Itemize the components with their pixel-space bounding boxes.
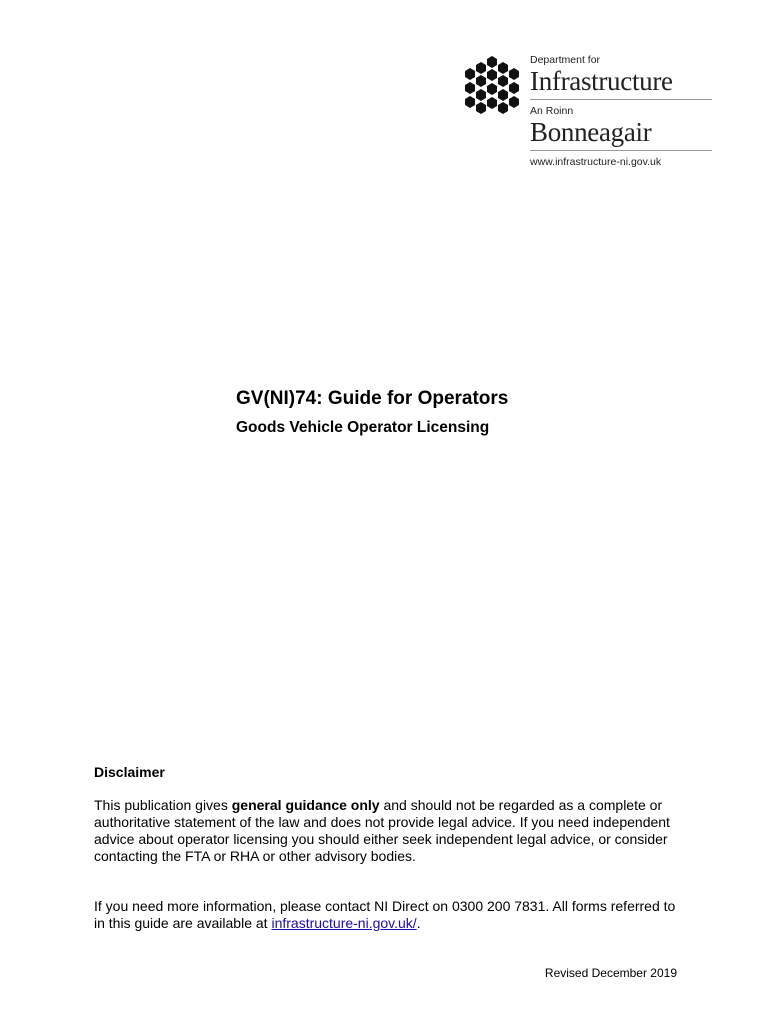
logo-divider [530, 99, 712, 100]
logo-infrastructure: Infrastructure [530, 66, 673, 96]
logo-bonneagair: Bonneagair [530, 117, 652, 147]
revised-date: Revised December 2019 [544, 966, 677, 980]
logo-department-for: Department for [530, 54, 601, 66]
logo-url: www.infrastructure-ni.gov.uk [530, 156, 662, 168]
department-logo [464, 54, 714, 178]
logo-an-roinn: An Roinn [530, 105, 574, 117]
disclaimer-paragraph-1 [94, 797, 679, 865]
p1-text-start: This publication gives [94, 797, 232, 813]
p2-text-end: . [416, 915, 421, 931]
document-title: GV(NI)74: Guide for Operators [236, 388, 509, 409]
logo-text [530, 54, 714, 168]
disclaimer-heading: Disclaimer [94, 764, 165, 780]
p1-bold-text: general guidance only [231, 797, 380, 813]
document-subtitle: Goods Vehicle Operator Licensing [236, 419, 490, 436]
hexagon-cluster-icon [464, 54, 520, 114]
logo-divider-2 [530, 150, 712, 151]
disclaimer-paragraph-2 [94, 898, 679, 932]
infrastructure-link[interactable]: infrastructure-ni.gov.uk/ [271, 915, 417, 931]
p1-text-end: and should not be regarded as a complete or authoritative statement of the law and does not provide legal advice. If you need independent advice about operator licensing you should either seek independent legal advice, or consider contacting the FTA or RHA or other advisory bodies. [94, 797, 670, 864]
p2-text-start: If you need more information, please contact NI Direct on 0300 200 7831. All forms referred to in this guide are available at [94, 898, 676, 931]
